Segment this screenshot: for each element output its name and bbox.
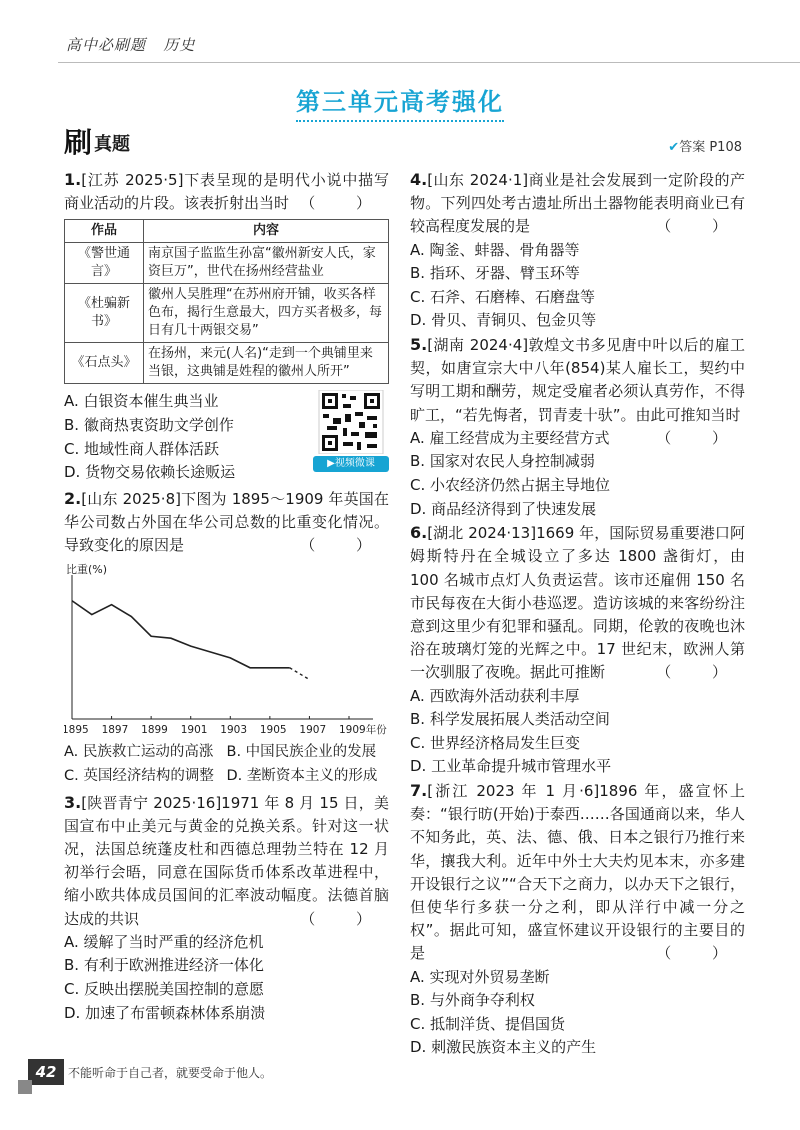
subject-name: 历史 — [163, 36, 196, 54]
page-number: 42 — [28, 1059, 64, 1085]
option[interactable]: C. 世界经济格局发生巨变 — [410, 733, 581, 752]
option[interactable]: D. 货物交易依赖长途贩运 — [64, 463, 236, 482]
unit-title: 第三单元高考强化 — [0, 82, 800, 117]
option[interactable]: A. 陶釜、蚌器、骨角器等 — [410, 240, 580, 259]
option[interactable]: C. 反映出摆脱美国控制的意愿 — [64, 979, 265, 998]
options-row — [64, 765, 389, 789]
footer-motto: 不能听命于自己者，就要受命于他人。 — [68, 1066, 273, 1080]
answer-blank: （ ） — [300, 194, 389, 213]
series-line-dashed — [290, 668, 310, 680]
option[interactable]: D. 刺激民族资本主义的产生 — [410, 1038, 597, 1057]
series-line — [72, 601, 290, 668]
options-row — [64, 741, 389, 765]
line-chart — [64, 563, 389, 739]
option[interactable]: A. 实现对外贸易垄断 — [410, 967, 550, 986]
section-label: 真题 — [94, 134, 131, 155]
option[interactable]: C. 抵制洋货、提倡国货 — [410, 1014, 566, 1033]
option[interactable]: A. 西欧海外活动获利丰厚 — [410, 686, 580, 705]
qr-code-icon — [313, 390, 389, 454]
x-tick-label: 1897 — [101, 724, 129, 737]
x-tick-label: 1895 — [64, 724, 89, 737]
option[interactable]: A. 雇工经营成为主要经营方式 — [410, 428, 610, 447]
option[interactable]: A. 缓解了当时严重的经济危机 — [64, 932, 264, 951]
book-name: 高中必刷题 — [66, 36, 147, 54]
option[interactable]: C. 小农经济仍然占据主导地位 — [410, 475, 611, 494]
option[interactable]: D. 垄断资本主义的形成 — [226, 767, 378, 784]
table-header: 作品 — [65, 220, 144, 243]
question-stem: 7.[浙江 2023 年 1 月·6]1896 年，盛宣怀上奏：“银行昉(开始)于泰西……各国通商以来，华人不知务此，英、法、德、俄、日本之银行乃推行来华，攘我大利。近年中外士大夫灼见本末，亦多建开设银行之议”“合天下之商力，以办天下之银行，但使华行多获一分之利，即从洋行中减一分之权”。据此可知，盛宣怀建议开设银行的主要目的是 （ ） — [410, 779, 745, 966]
option[interactable]: B. 指环、牙器、臂玉环等 — [410, 264, 580, 283]
option[interactable]: C. 英国经济结构的调整 — [64, 767, 214, 784]
table-row: 《警世通言》 南京国子监监生孙富“徽州新安人氏，家资巨万”，世代在扬州经营盐业 — [65, 243, 389, 284]
section-heading — [64, 126, 131, 159]
x-tick-label: 1909年份 — [339, 724, 387, 737]
answer-blank: （ ） — [656, 217, 745, 236]
question-1 — [64, 168, 389, 485]
question-2 — [64, 487, 389, 789]
question-stem: 5.[湖南 2024·4]敦煌文书多见唐中叶以后的雇工契，如唐宣宗大中八年(854)某人雇长工，契约中写明工期和酬劳，规定受雇者必须认真劳作，不得旷工，“若先悔者，罚青麦十驮”。由此可推知当时 （ ） — [410, 333, 745, 427]
option[interactable]: B. 中国民族企业的发展 — [226, 744, 377, 761]
check-icon: ✔ — [668, 140, 680, 155]
question-4 — [410, 168, 745, 333]
qr-code[interactable] — [313, 390, 389, 472]
x-tick-label: 1903 — [220, 724, 248, 737]
table-row: 《石点头》 在扬州，来元(人名)“走到一个典铺里来当银，这典铺是姓程的徽州人所开” — [65, 343, 389, 384]
question-6 — [410, 521, 745, 779]
option[interactable]: B. 有利于欧洲推进经济一体化 — [64, 956, 264, 975]
brush-glyph: 刷 — [64, 126, 93, 159]
answer-blank: （ ） — [300, 536, 389, 555]
option[interactable]: D. 商品经济得到了快速发展 — [410, 499, 597, 518]
x-tick-label: 1899 — [141, 724, 168, 737]
option[interactable]: D. 骨贝、青铜贝、包金贝等 — [410, 311, 597, 330]
option[interactable]: C. 地域性商人群体活跃 — [64, 439, 220, 458]
answer-blank: （ ） — [656, 663, 745, 682]
running-header — [66, 34, 195, 55]
question-3 — [64, 791, 389, 1026]
footer-decoration — [18, 1080, 32, 1094]
question-stem: 2.[山东 2025·8]下图为 1895～1909 年英国在华公司数占外国在华公司总数的比重变化情况。导致变化的原因是 （ ） — [64, 487, 389, 558]
qr-label: ▶视频微课 — [313, 456, 389, 472]
option[interactable]: B. 科学发展拓展人类活动空间 — [410, 710, 610, 729]
x-tick-label: 1907 — [299, 724, 327, 737]
question-stem: 1.[江苏 2025·5]下表呈现的是明代小说中描写商业活动的片段。该表折射出当时 （ ） — [64, 168, 389, 215]
chart-svg — [64, 563, 389, 739]
options-block — [64, 390, 389, 484]
header-divider — [58, 62, 800, 63]
left-column — [64, 168, 389, 1025]
option[interactable]: B. 与外商争夺利权 — [410, 991, 535, 1010]
option[interactable]: D. 工业革命提升城市管理水平 — [410, 757, 612, 776]
y-axis-label: 比重(%) — [66, 563, 108, 577]
answer-blank: （ ） — [656, 428, 745, 447]
question-stem: 3.[陕晋青宁 2025·16]1971 年 8 月 15 日，美国宣布中止美元与黄金的兑换关系。针对这一状况，法国总统蓬皮杜和西德总理勃兰特在 12 月初举行会晤，同意在国际货币体系改革进程中，缩小欧共体成员国间的汇率波动幅度。法德首脑达成的共识 （ ） — [64, 791, 389, 931]
answer-blank: （ ） — [300, 909, 389, 928]
option[interactable]: A. 民族救亡运动的高涨 — [64, 744, 214, 761]
question-stem: 6.[湖北 2024·13]1669 年，国际贸易重要港口阿姆斯特丹在全城设立了多达 1800 盏街灯，由 100 名城市点灯人负责运营。该市还雇佣 150 名市民每夜在大街小巷巡逻。造访该城的来客纷纷注意到这里少有犯罪和骚乱。同期，伦敦的夜晚也沐浴在玻璃灯笼的光辉之中。17 世纪末，欧洲人第一次驯服了夜晚。据此可推断 （ ） — [410, 521, 745, 684]
option[interactable]: B. 徽商热衷资助文学创作 — [64, 416, 234, 434]
answer-blank: （ ） — [656, 944, 745, 963]
option[interactable]: B. 国家对农民人身控制减弱 — [410, 452, 595, 471]
option[interactable]: C. 石斧、石磨棒、石磨盘等 — [410, 287, 596, 306]
question-7 — [410, 779, 745, 1060]
answer-reference — [668, 136, 742, 155]
table-header: 内容 — [144, 220, 389, 243]
x-tick-label: 1901 — [180, 724, 208, 737]
option[interactable]: A. 白银资本催生典当业 — [64, 392, 219, 411]
right-column — [410, 168, 745, 1060]
answer-ref-text: 答案 P108 — [679, 140, 742, 155]
option[interactable]: D. 加速了布雷顿森林体系崩溃 — [64, 1003, 266, 1022]
question-5 — [410, 333, 745, 521]
table-row: 《杜骗新书》 徽州人吴胜理“在苏州府开铺，收买各样色布，揭行生意最大，四方买者极多，每日有几十两银交易” — [65, 284, 389, 343]
source-table — [64, 219, 389, 384]
x-tick-label: 1905 — [259, 724, 287, 737]
question-stem: 4.[山东 2024·1]商业是社会发展到一定阶段的产物。下列四处考古遗址所出土器物能表明商业已有较高程度发展的是 （ ） — [410, 168, 745, 239]
